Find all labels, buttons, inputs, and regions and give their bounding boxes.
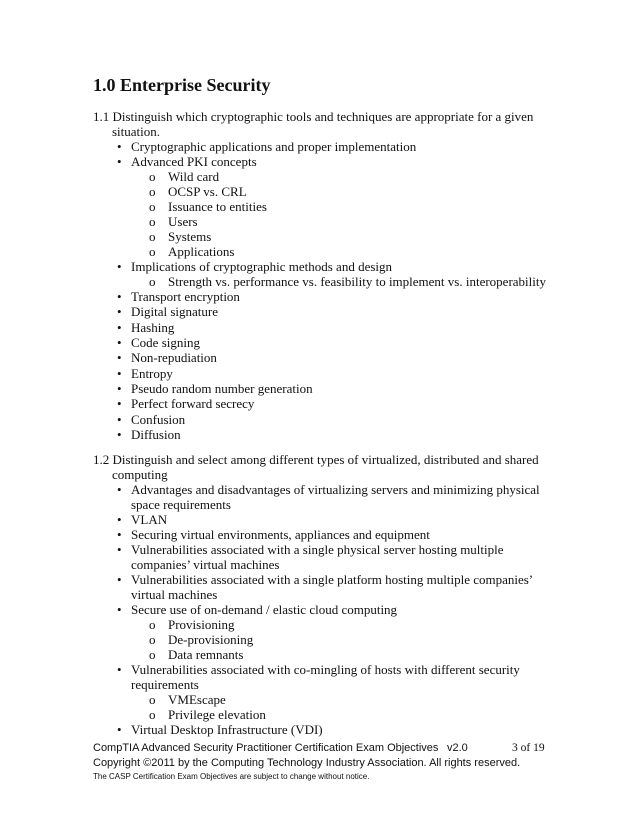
- sub-bullet-marker: o: [149, 244, 156, 259]
- sub-item: Wild card: [168, 169, 220, 184]
- sub-bullet-marker: o: [149, 184, 156, 199]
- bullet-marker: •: [117, 289, 122, 304]
- bullet-item: Vulnerabilities associated with a single physical server hosting multiple: [131, 542, 504, 557]
- sub-item: Provisioning: [168, 617, 235, 632]
- sub-item: Systems: [168, 229, 212, 244]
- sub-item: Strength vs. performance vs. feasibility to implement vs. interoperability: [168, 274, 546, 289]
- bullet-item: virtual machines: [131, 587, 218, 602]
- bullet-item: requirements: [131, 677, 199, 692]
- bullet-marker: •: [117, 304, 122, 319]
- objective-heading: situation.: [112, 124, 161, 139]
- bullet-item: Advantages and disadvantages of virtualizing servers and minimizing physical: [131, 482, 540, 497]
- sub-bullet-marker: o: [149, 647, 156, 662]
- bullet-marker: •: [117, 572, 122, 587]
- objective-heading: 1.1 Distinguish which cryptographic tools and techniques are appropriate for a given: [93, 109, 534, 124]
- objective-heading: computing: [112, 467, 168, 482]
- sub-bullet-marker: o: [149, 632, 156, 647]
- bullet-item: space requirements: [131, 497, 231, 512]
- bullet-marker: •: [117, 427, 122, 442]
- bullet-item: Pseudo random number generation: [131, 381, 313, 396]
- sub-bullet-marker: o: [149, 692, 156, 707]
- bullet-marker: •: [117, 366, 122, 381]
- bullet-item: Implications of cryptographic methods and design: [131, 259, 393, 274]
- bullet-marker: •: [117, 335, 122, 350]
- sub-item: Applications: [168, 244, 235, 259]
- bullet-marker: •: [117, 396, 122, 411]
- page-title: 1.0 Enterprise Security: [93, 75, 271, 95]
- sub-item: De-provisioning: [168, 632, 254, 647]
- bullet-item: Securing virtual environments, appliances and equipment: [131, 527, 430, 542]
- sub-bullet-marker: o: [149, 617, 156, 632]
- bullet-marker: •: [117, 259, 122, 274]
- bullet-item: Digital signature: [131, 304, 219, 319]
- bullet-marker: •: [117, 662, 122, 677]
- footer-version: v2.0: [447, 742, 468, 754]
- sub-bullet-marker: o: [149, 169, 156, 184]
- sub-bullet-marker: o: [149, 199, 156, 214]
- sub-item: Users: [168, 214, 198, 229]
- bullet-item: Perfect forward secrecy: [131, 396, 255, 411]
- sub-item: Issuance to entities: [168, 199, 267, 214]
- sub-bullet-marker: o: [149, 707, 156, 722]
- bullet-item: Vulnerabilities associated with co-mingling of hosts with different security: [131, 662, 520, 677]
- sub-bullet-marker: o: [149, 229, 156, 244]
- bullet-item: companies’ virtual machines: [131, 557, 280, 572]
- sub-bullet-marker: o: [149, 274, 156, 289]
- bullet-marker: •: [117, 542, 122, 557]
- sub-bullet-marker: o: [149, 214, 156, 229]
- bullet-item: VLAN: [131, 512, 168, 527]
- bullet-item: Vulnerabilities associated with a single platform hosting multiple companies’: [131, 572, 534, 587]
- bullet-item: Confusion: [131, 412, 186, 427]
- sub-item: Privilege elevation: [168, 707, 266, 722]
- objective-heading: 1.2 Distinguish and select among different types of virtualized, distributed and shared: [93, 452, 539, 467]
- bullet-marker: •: [117, 512, 122, 527]
- bullet-marker: •: [117, 527, 122, 542]
- sub-item: Data remnants: [168, 647, 244, 662]
- bullet-item: Transport encryption: [131, 289, 240, 304]
- footer-copyright: Copyright ©2011 by the Computing Technology Industry Association. All rights reserved.: [93, 757, 521, 769]
- bullet-marker: •: [117, 722, 122, 737]
- bullet-marker: •: [117, 482, 122, 497]
- footer-page-number: 3 of 19: [512, 742, 545, 754]
- sub-item: OCSP vs. CRL: [168, 184, 247, 199]
- bullet-marker: •: [117, 602, 122, 617]
- bullet-item: Hashing: [131, 320, 175, 335]
- bullet-marker: •: [117, 139, 122, 154]
- bullet-item: Virtual Desktop Infrastructure (VDI): [131, 722, 323, 737]
- footer-disclaimer: The CASP Certification Exam Objectives are subject to change without notice.: [93, 772, 370, 781]
- bullet-item: Code signing: [131, 335, 200, 350]
- sub-item: VMEscape: [168, 692, 226, 707]
- bullet-marker: •: [117, 381, 122, 396]
- bullet-item: Entropy: [131, 366, 173, 381]
- bullet-item: Cryptographic applications and proper implementation: [131, 139, 417, 154]
- bullet-marker: •: [117, 350, 122, 365]
- bullet-item: Diffusion: [131, 427, 181, 442]
- footer-doc-title: CompTIA Advanced Security Practitioner Certification Exam Objectives: [93, 742, 439, 754]
- bullet-marker: •: [117, 412, 122, 427]
- bullet-marker: •: [117, 154, 122, 169]
- bullet-item: Secure use of on-demand / elastic cloud computing: [131, 602, 398, 617]
- bullet-marker: •: [117, 320, 122, 335]
- bullet-item: Non-repudiation: [131, 350, 217, 365]
- bullet-item: Advanced PKI concepts: [131, 154, 257, 169]
